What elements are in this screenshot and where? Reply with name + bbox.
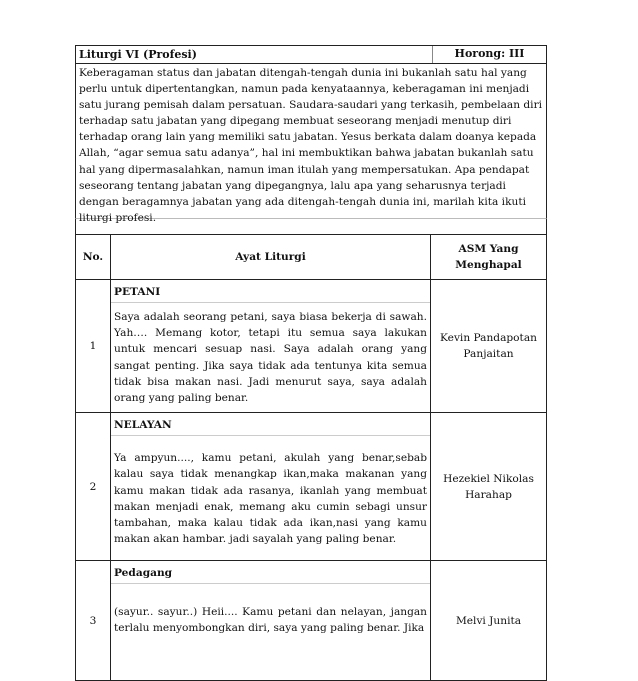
row-number: 1 [76, 280, 111, 413]
liturgy-page [75, 45, 547, 681]
ayat-cell [111, 413, 431, 561]
col-header-asm: ASM Yang Menghapal [431, 235, 547, 280]
ayat-cell [111, 561, 431, 681]
table-row [76, 280, 547, 413]
role-title: NELAYAN [111, 413, 430, 436]
liturgy-table [75, 234, 547, 681]
table-row [76, 561, 547, 681]
role-title: Pedagang [111, 561, 430, 584]
asm-name: Hezekiel Nikolas Harahap [431, 413, 547, 561]
table-row [76, 413, 547, 561]
col-header-no: No. [76, 235, 111, 280]
header-row [75, 45, 547, 64]
intro-paragraph: Keberagaman status dan jabatan ditengah-tengah dunia ini bukanlah satu hal yang perlu untuk dipertentangkan, namun pada kenyataannya, keberagaman ini menjadi satu jurang pemisah dalam persatuan. Saudara-saudari yang terkasih, pembelaan diri terhadap satu jabatan yang dipegang membuat seseorang menjadi menutup diri terhadap orang lain yang memiliki satu jabatan. Yesus berkata dalam doanya kepada Allah, “agar semua satu adanya”, hal ini membuktikan bahwa jabatan bukanlah satu hal yang dipermasalahkan, namun iman itulah yang mempersatukan. Apa pendapat seseorang tentang jabatan yang dipegangnya, lalu apa yang seharusnya terjadi dengan beragamnya jabatan yang ada ditengah-tengah dunia ini, marilah kita ikuti liturgi profesi. [75, 64, 547, 219]
asm-name: Kevin Pandapotan Panjaitan [431, 280, 547, 413]
role-title: PETANI [111, 280, 430, 303]
ayat-text: Ya ampyun...., kamu petani, akulah yang benar,sebab kalau saya tidak menangkap ikan,maka makanan yang kamu makan tidak ada rasanya, ikanlah yang membuat makan menjadi enak, memang aku cumin sebagi unsur tambahan, maka kalau tidak ada ikan,nasi yang kamu makan akan hambar. jadi sayalah yang paling benar. [114, 452, 427, 546]
liturgy-title: Liturgi VI (Profesi) [79, 48, 197, 61]
row-number: 2 [76, 413, 111, 561]
col-header-ayat: Ayat Liturgi [111, 235, 431, 280]
ayat-text: Saya adalah seorang petani, saya biasa bekerja di sawah. Yah…. Memang kotor, tetapi itu semua saya lakukan untuk mencari sesuap nasi. Saya adalah orang yang sangat penting. Jika saya tidak ada tentunya kita semua tidak bisa makan nasi. Jadi menurut saya, saya adalah orang yang paling benar. [114, 311, 427, 405]
horong-label: Horong: III [432, 46, 546, 63]
asm-name: Melvi Junita [431, 561, 547, 681]
row-number: 3 [76, 561, 111, 681]
ayat-cell [111, 280, 431, 413]
ayat-text: (sayur.. sayur..) Heii.... Kamu petani dan nelayan, jangan terlalu menyombongkan diri, saya yang paling benar. Jika [114, 606, 427, 635]
table-header-row [76, 235, 547, 280]
